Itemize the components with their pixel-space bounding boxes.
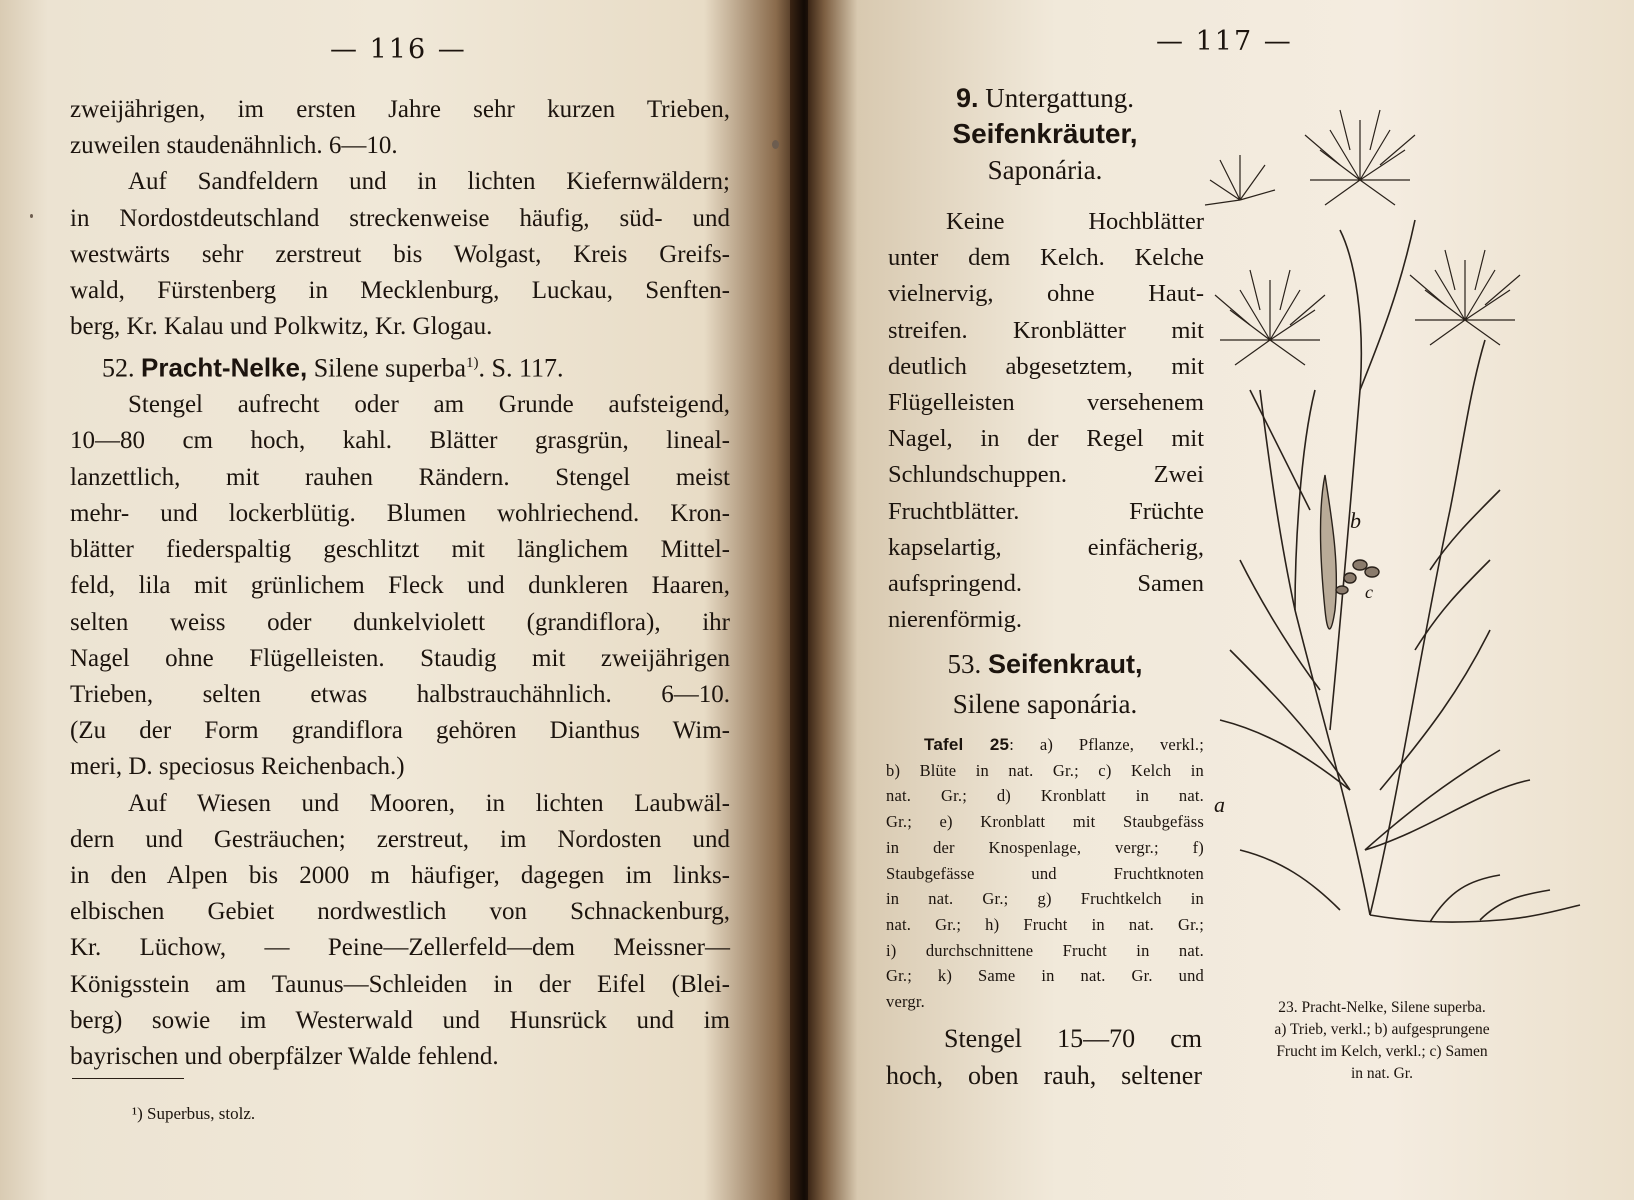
text-line: kapselartig, einfächerig,: [888, 533, 1204, 561]
subgenus-title: [880, 80, 1210, 116]
text-line: Nagel, in der Regel mit: [888, 425, 1204, 453]
species-title: [885, 644, 1205, 684]
text-line: nat. Gr.; h) Frucht in nat. Gr.;: [886, 914, 1204, 934]
text-line: in den Alpen bis 2000 m häufiger, dagegen im links-: [70, 861, 730, 889]
subgenus-description: [888, 204, 1204, 638]
text-line: in nat. Gr.; g) Fruchtkelch in: [886, 889, 1204, 909]
text-line: b) Blüte in nat. Gr.; c) Kelch in: [886, 760, 1204, 780]
text-line: Staubgefässe und Fruchtknoten: [886, 863, 1204, 883]
text-line: 10—80 cm hoch, kahl. Blätter grasgrün, lineal-: [70, 427, 730, 455]
text-line: Flügelleisten versehenem: [888, 389, 1204, 417]
text-line: Stengel aufrecht oder am Grunde aufsteigend,: [128, 391, 730, 419]
text-line: berg, Kr. Kalau und Polkwitz, Kr. Glogau.: [70, 313, 493, 341]
leaf: [1220, 720, 1350, 790]
text-line: feld, lila mit grünlichem Fleck und dunkleren Haaren,: [70, 572, 730, 600]
root: [1430, 875, 1500, 922]
caption-line: Frucht im Kelch, verkl.; c) Samen: [1276, 1043, 1488, 1060]
fruit-and-seeds: [1320, 475, 1379, 629]
footnote-rule: [72, 1078, 184, 1079]
paragraph-description: [70, 387, 730, 785]
text-line: in der Knospenlage, vergr.; f): [886, 837, 1204, 857]
text-line: Auf Wiesen und Mooren, in lichten Laubwäl-: [128, 789, 730, 817]
subgenus-label: Untergattung.: [985, 83, 1134, 113]
text-line: selten weiss oder dunkelviolett (grandiflora), ihr: [70, 608, 730, 636]
leaf: [1365, 750, 1500, 850]
footnote-mark: 1): [466, 355, 479, 372]
text-line: Nagel ohne Flügelleisten. Staudig mit zweijährigen: [70, 644, 730, 672]
flower: [1205, 155, 1275, 205]
text-line: zweijährigen, im ersten Jahre sehr kurzen Trieben,: [70, 96, 730, 123]
text-line: wald, Fürstenberg in Mecklenburg, Luckau, Senften-: [70, 277, 730, 305]
text-line: lanzettlich, mit rauhen Rändern. Stengel meist: [70, 463, 730, 491]
text-line: blätter fiederspaltig geschlitzt mit länglichem Mittel-: [70, 536, 730, 564]
subgenus-name: Seifenkräuter,: [952, 118, 1138, 149]
figure-label-a: a: [1214, 792, 1225, 817]
text-line: unter dem Kelch. Kelche: [888, 244, 1204, 272]
species-reference: . S. 117.: [478, 354, 564, 384]
text-line: Trieben, selten etwas halbstrauchähnlich. 6—10.: [70, 680, 730, 708]
text-line: Schlundschuppen. Zwei: [888, 461, 1204, 489]
seed: [1336, 586, 1348, 594]
caption-line: in nat. Gr.: [1351, 1065, 1413, 1082]
subgenus-number: 9.: [955, 83, 979, 113]
text-line: vielnervig, ohne Haut-: [888, 280, 1204, 308]
text-line: aufspringend. Samen: [888, 570, 1204, 598]
text-line: nierenförmig.: [888, 606, 1023, 634]
species-53-description: [886, 1020, 1202, 1094]
left-text-column: [70, 92, 730, 1075]
text-line: Gr.; e) Kronblatt mit Staubgefäss: [886, 812, 1204, 832]
pracht-nelke-illustration: [1200, 90, 1600, 990]
flower: [1215, 270, 1325, 365]
species-latin: Silene superba: [313, 354, 467, 384]
leaf: [1230, 650, 1350, 790]
root: [1480, 890, 1550, 920]
text-line: Stengel 15—70 cm: [944, 1024, 1202, 1053]
text-line: streifen. Kronblätter mit: [888, 316, 1204, 344]
stem: [1370, 340, 1485, 915]
leaf: [1250, 390, 1310, 510]
footnote: ¹) Superbus, stolz.: [132, 1104, 256, 1123]
text-line: nat. Gr.; d) Kronblatt in nat.: [886, 786, 1204, 806]
text-line: meri, D. speciosus Reichenbach.): [70, 753, 405, 781]
figure-label-c: c: [1365, 582, 1373, 602]
root: [1370, 905, 1580, 922]
species-number: 53.: [947, 649, 982, 679]
caption-line: a) Trieb, verkl.; b) aufgesprungene: [1274, 1021, 1490, 1038]
figure-caption: [1202, 997, 1562, 1085]
species-latin: Silene saponária.: [952, 689, 1138, 719]
leaf: [1240, 850, 1340, 910]
text-line: deutlich abgesetztem, mit: [888, 352, 1204, 380]
text-line: vergr.: [886, 992, 925, 1012]
text-line: (Zu der Form grandiflora gehören Dianthus Wim-: [70, 717, 730, 745]
text-line: mehr- und lockerblütig. Blumen wohlriechend. Kron-: [70, 499, 730, 527]
seed: [1353, 560, 1367, 570]
paragraph-habitat: [70, 164, 730, 345]
flower: [1410, 250, 1520, 345]
text-line: Keine Hochblätter: [946, 208, 1204, 235]
flower: [1305, 110, 1415, 205]
subgenus-latin: Saponária.: [987, 155, 1103, 185]
stem: [1330, 230, 1361, 730]
text-line: hoch, oben rauh, seltener: [886, 1061, 1202, 1090]
species-heading-52: [70, 345, 730, 387]
leaf: [1365, 780, 1530, 850]
ink-spot: [30, 214, 33, 218]
seed: [1344, 573, 1356, 583]
paragraph-distribution: [70, 786, 730, 1076]
stem: [1360, 220, 1415, 390]
text-line: berg) sowie im Westerwald und Hunsrück und im: [70, 1006, 730, 1034]
page-number-right: — 117 —: [1156, 26, 1293, 57]
subgenus-heading: [880, 80, 1210, 188]
left-page: [0, 0, 800, 1200]
text-line: Kr. Lüchow, — Peine—Zellerfeld—dem Meissner—: [70, 934, 730, 962]
tafel-legend: [886, 732, 1204, 1015]
text-line: Auf Sandfeldern und in lichten Kiefernwäldern;: [128, 168, 730, 196]
species-name: Seifenkraut,: [987, 649, 1143, 679]
page-number-left: — 116 —: [330, 34, 467, 65]
paragraph-continuation: [70, 92, 730, 164]
text-line: westwärts sehr zerstreut bis Wolgast, Kreis Greifs-: [70, 240, 730, 268]
text-line: i) durchschnittene Frucht in nat.: [886, 940, 1204, 960]
tafel-label: Tafel 25: [924, 735, 1010, 754]
text-line: Königsstein am Taunus—Schleiden in der Eifel (Blei-: [70, 970, 730, 998]
text-line: elbischen Gebiet nordwestlich von Schnackenburg,: [70, 898, 730, 926]
caption-line: 23. Pracht-Nelke, Silene superba.: [1278, 999, 1486, 1016]
text-line: zuweilen staudenähnlich. 6—10.: [70, 132, 398, 160]
seed: [1365, 567, 1379, 577]
text-line: [886, 732, 1204, 758]
flower-heads: [1205, 110, 1520, 365]
text-line: Gr.; k) Same in nat. Gr. und: [886, 966, 1204, 986]
text-fragment: : a) Pflanze, verkl.;: [1009, 735, 1204, 754]
fruit-capsule: [1320, 475, 1336, 629]
species-heading-53: [885, 644, 1205, 724]
species-number: 52.: [102, 354, 135, 384]
species-name: Pracht-Nelke,: [141, 353, 308, 384]
leaf: [1415, 560, 1490, 650]
text-line: in Nordostdeutschland streckenweise häufig, süd- und: [70, 204, 730, 232]
text-line: dern und Gesträuchen; zerstreut, im Nordosten und: [70, 825, 730, 853]
figure-label-b: b: [1350, 508, 1361, 533]
text-line: Fruchtblätter. Früchte: [888, 497, 1204, 525]
leaf: [1240, 560, 1320, 690]
text-line: bayrischen und oberpfälzer Walde fehlend.: [70, 1042, 499, 1070]
ink-spot: [772, 140, 779, 149]
